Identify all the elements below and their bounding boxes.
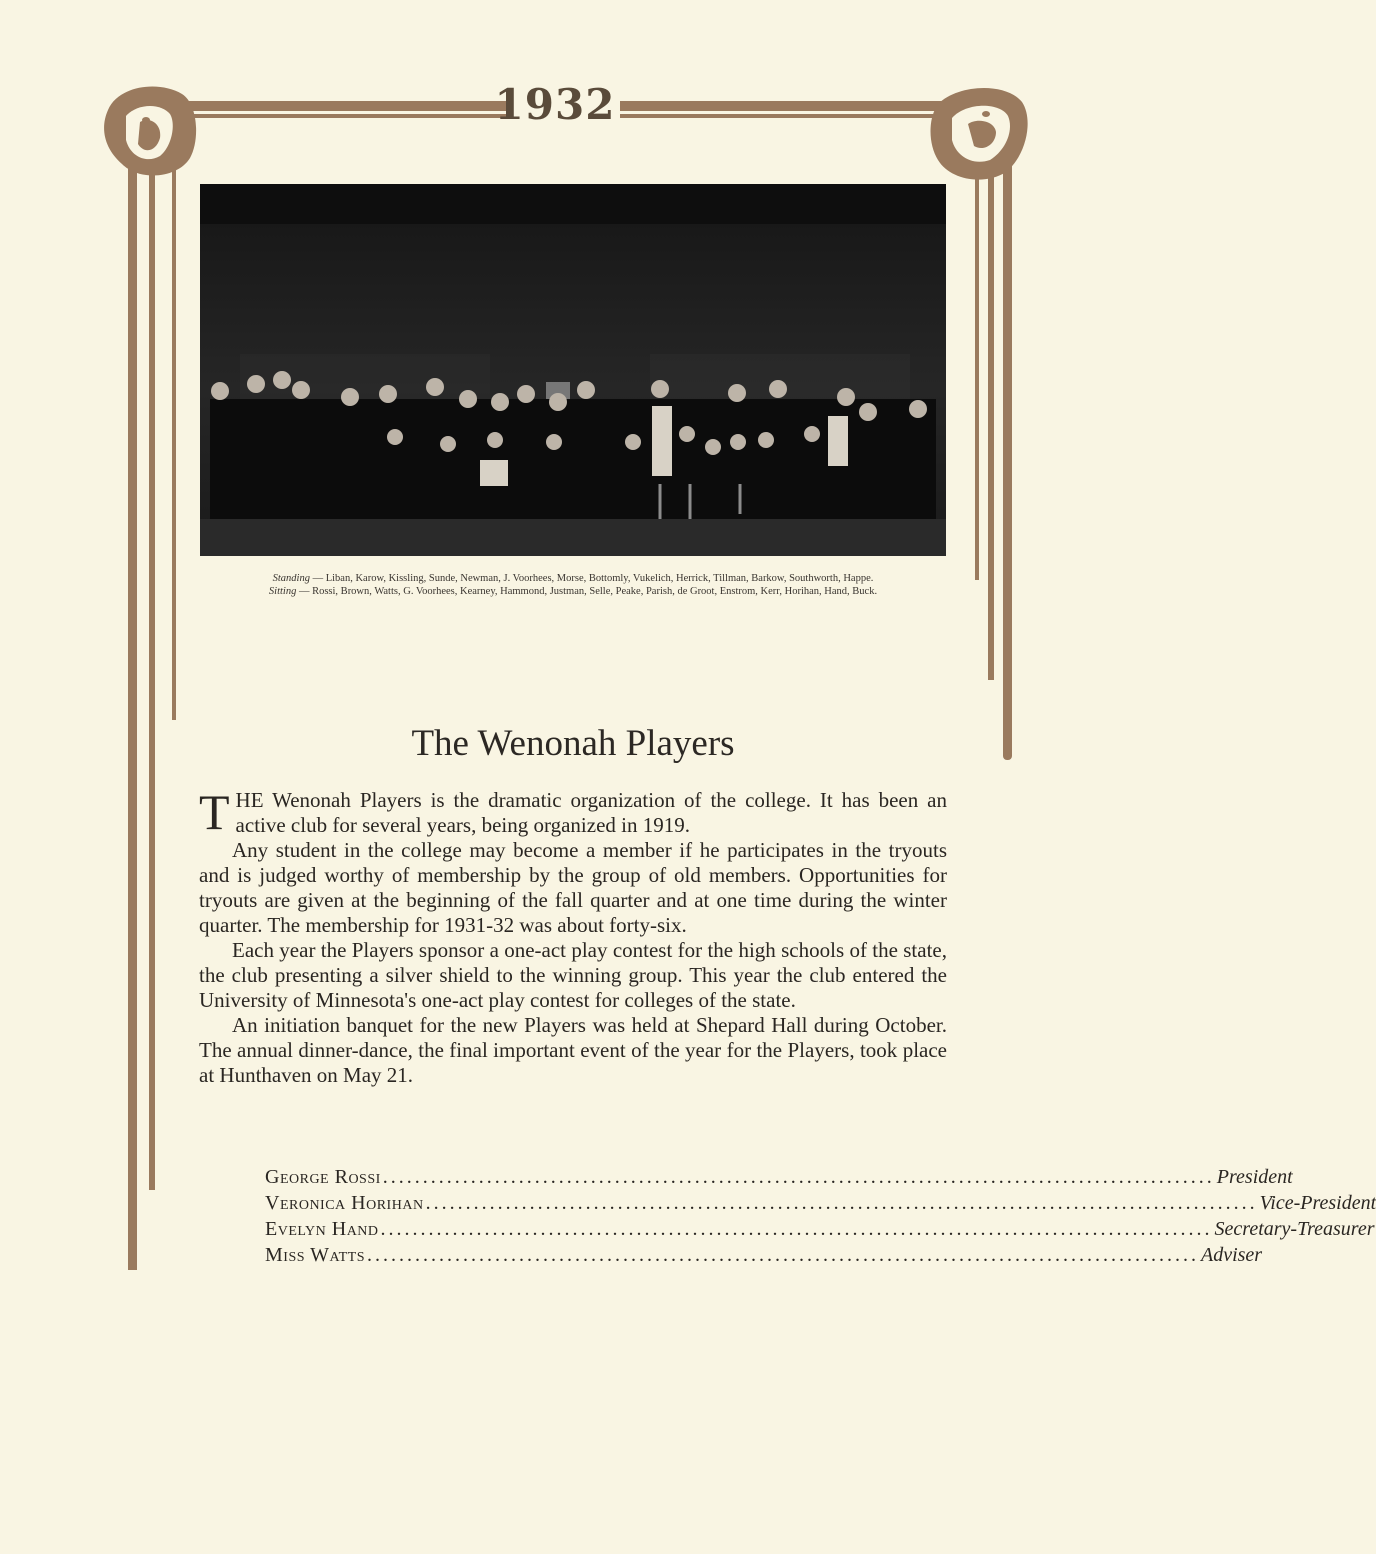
group-photo — [200, 184, 946, 556]
leader-dots: ........................................................................................................ — [425, 1192, 1258, 1214]
officer-name: Veronica Horihan — [265, 1192, 424, 1214]
leader-dots: ........................................................................................................ — [366, 1244, 1199, 1266]
photo-caption — [200, 572, 946, 598]
right-pillar-inner — [988, 160, 994, 680]
officer-row — [265, 1216, 1375, 1242]
caption-standing-names: — Liban, Karow, Kissling, Sunde, Newman, J. Voorhees, Morse, Bottomly, Vukelich, Herrick, Tillman, Barkow, Southworth, Happe. — [309, 573, 874, 584]
left-pillar-thin — [172, 160, 176, 720]
caption-standing-label: Standing — [272, 573, 310, 584]
top-rule-left-thin — [186, 114, 510, 118]
group-photo-icon — [200, 184, 946, 556]
year-heading: 1932 — [494, 80, 616, 129]
officer-role: President — [1216, 1166, 1293, 1188]
right-pillar-thin — [975, 160, 979, 580]
officer-name: Miss Watts — [265, 1244, 365, 1266]
leader-dots: ........................................................................................................ — [382, 1166, 1215, 1188]
officer-name: Evelyn Hand — [265, 1218, 379, 1240]
paragraph-4: An initiation banquet for the new Players was held at Shepard Hall during October. The annual dinner-dance, the final important event of the year for the Players, took place at Hunthaven on May 21. — [199, 1013, 947, 1087]
article-body — [199, 784, 947, 1088]
paragraph-1-text: HE Wenonah Players is the dramatic organization of the college. It has been an active club for several years, being organized in 1919. — [235, 788, 947, 837]
drop-cap: T — [199, 784, 230, 840]
article-title: The Wenonah Players — [411, 723, 735, 764]
leader-dots: ........................................................................................................ — [380, 1218, 1213, 1240]
officers-list — [265, 1164, 1376, 1268]
left-pillar-outer — [128, 150, 137, 1270]
top-rule-right-thin — [620, 114, 946, 118]
officer-row — [265, 1164, 1293, 1190]
paragraph-2: Any student in the college may become a member if he participates in the tryouts and is judged worthy of membership by the group of old members. Opportunities for tryouts are given at the beginning of the fall quarter and at one time during the winter quarter. The membership for 1931-32 was about forty-six. — [199, 838, 947, 937]
paragraph-1 — [199, 784, 947, 840]
caption-standing — [200, 572, 946, 585]
officer-name: George Rossi — [265, 1166, 381, 1188]
caption-sitting-names: — Rossi, Brown, Watts, G. Voorhees, Kearney, Hammond, Justman, Selle, Peake, Parish, de Groot, Enstrom, Kerr, Horihan, Hand, Buck. — [296, 586, 878, 597]
officer-row — [265, 1242, 1263, 1268]
top-rule-left — [180, 101, 512, 111]
officer-role: Secretary-Treasurer — [1214, 1218, 1375, 1240]
paragraph-3: Each year the Players sponsor a one-act play contest for the high schools of the state, the club presenting a silver shield to the winning group. This year the club entered the University of Minnesota's one-act play contest for colleges of the state. — [199, 938, 947, 1012]
top-rule-right — [620, 101, 948, 111]
right-pillar-outer — [1003, 140, 1012, 760]
officer-role: Adviser — [1200, 1244, 1263, 1266]
caption-sitting — [200, 585, 946, 598]
officer-row — [265, 1190, 1376, 1216]
officer-role: Vice-President — [1259, 1192, 1376, 1214]
caption-sitting-label: Sitting — [268, 586, 297, 597]
left-pillar-inner — [149, 170, 155, 1190]
